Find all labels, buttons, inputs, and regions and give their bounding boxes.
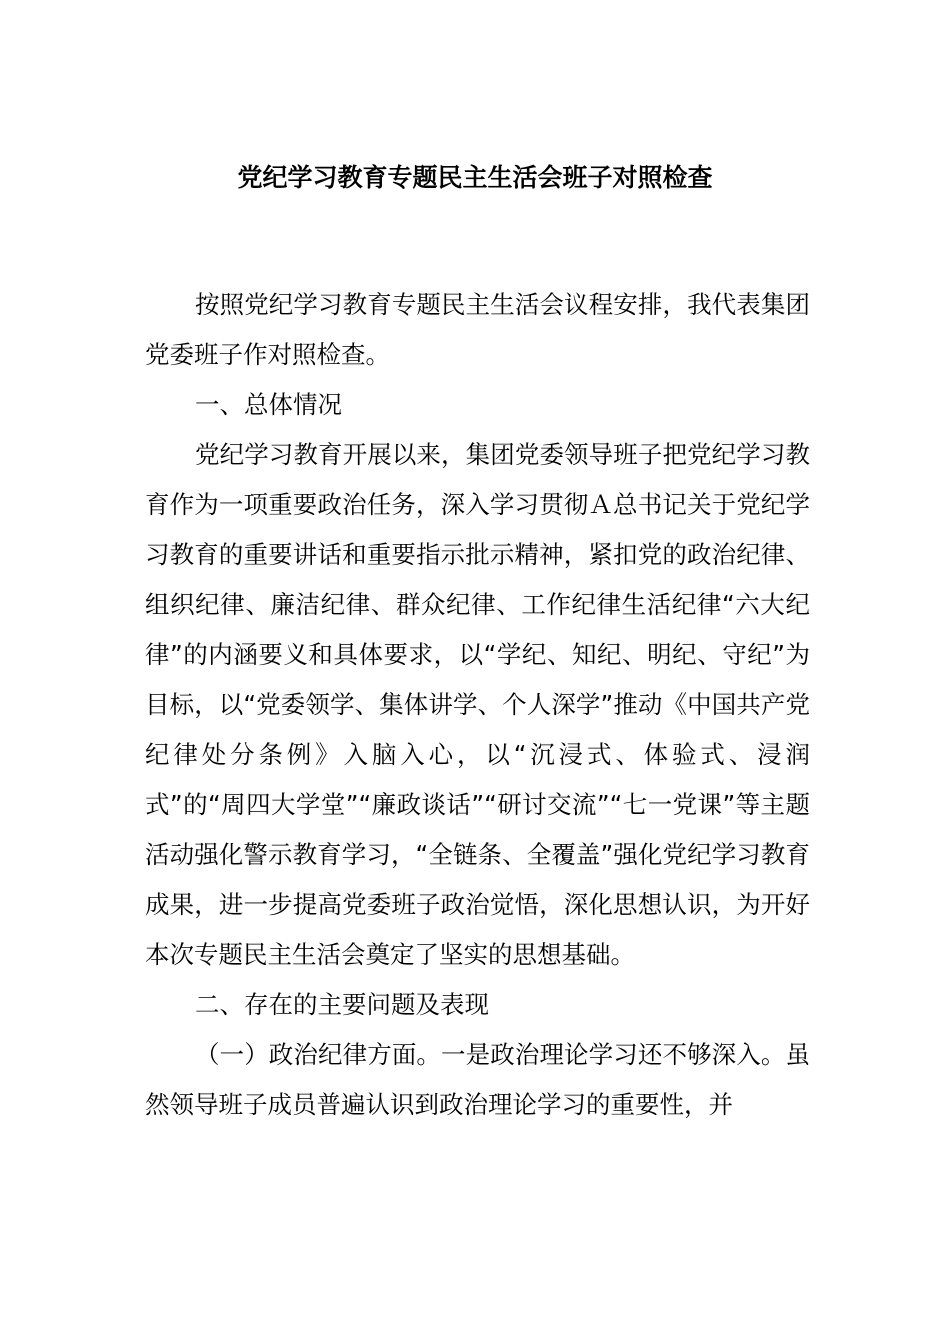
section-heading-problems: 二、存在的主要问题及表现 xyxy=(195,990,489,1019)
paragraph-political-discipline: （一）政治纪律方面。一是政治理论学习还不够深入。虽然领导班子成员普遍认识到政治理论学习的重要性，并 xyxy=(145,1040,810,1119)
document-body xyxy=(145,280,810,1130)
paragraph-intro: 按照党纪学习教育专题民主生活会议程安排，我代表集团党委班子作对照检查。 xyxy=(145,290,810,369)
paragraph-overall: 党纪学习教育开展以来，集团党委领导班子把党纪学习教育作为一项重要政治任务，深入学习贯彻Ａ总书记关于党纪学习教育的重要讲话和重要指示批示精神，紧扣党的政治纪律、组织纪律、廉洁纪律、群众纪律、工作纪律生活纪律“六大纪律”的内涵要义和具体要求，以“学纪、知纪、明纪、守纪”为目标，以“党委领学、集体讲学、个人深学”推动《中国共产党纪律处分条例》入脑入心，以“沉浸式、体验式、浸润式”的“周四大学堂”“廉政谈话”“研讨交流”“七一党课”等主题活动强化警示教育学习，“全链条、全覆盖”强化党纪学习教育成果，进一步提高党委班子政治觉悟，深化思想认识，为开好本次专题民主生活会奠定了坚实的思想基础。 xyxy=(145,440,810,969)
document-title: 党纪学习教育专题民主生活会班子对照检查 xyxy=(237,163,713,192)
section-heading-overall: 一、总体情况 xyxy=(195,390,342,419)
